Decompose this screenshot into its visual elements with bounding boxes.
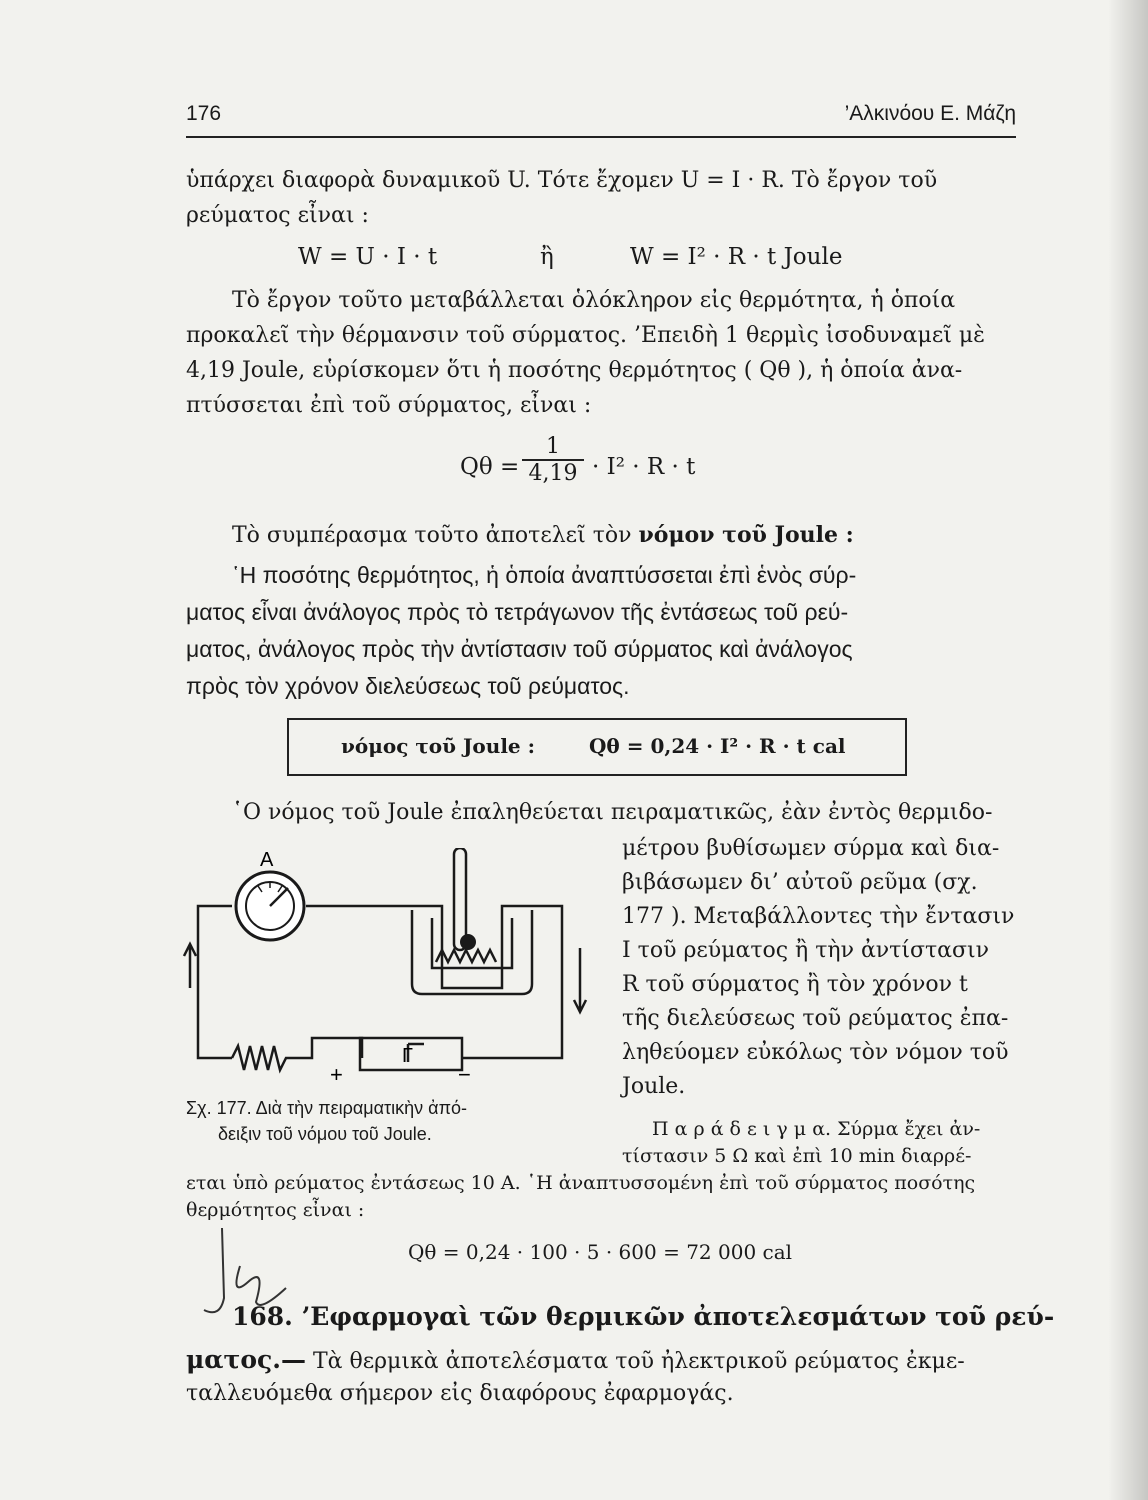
example-line3: εται ὑπὸ ρεύματος ἐντάσεως 10 A. ῾Η ἀναπτυσσομένη ἐπὶ τοῦ σύρματος ποσότης	[186, 1172, 976, 1194]
eq1-left: W = U · I · t	[298, 244, 438, 270]
thermometer	[454, 848, 466, 950]
example-r1: Π α ρ ά δ ε ι γ μ α. Σύρμα ἔχει ἀν-	[652, 1118, 981, 1140]
p2-line4: πτύσσεται ἐπὶ τοῦ σύρματος, εἶναι :	[186, 393, 592, 418]
circuit-right-wire	[306, 906, 562, 1058]
law-line1: ῾Η ποσότης θερμότητος, ἡ ὁποία ἀναπτύσσεται ἐπὶ ἑνὸς σύρ-	[232, 562, 857, 588]
eq2-fraction	[522, 434, 584, 486]
running-author: ’Αλκινόου Ε. Μάζη	[844, 102, 1016, 125]
law-line3: ματος, ἀνάλογος πρὸς τὴν ἀντίστασιν τοῦ σύρματος καὶ ἀνάλογος	[186, 636, 853, 662]
section-168-title: 168. ’Εφαρμογαὶ τῶν θερμικῶν ἀποτελεσμάτων τοῦ ρεύ-	[232, 1302, 1055, 1331]
p2-line2: προκαλεῖ τὴν θέρμανσιν τοῦ σύρματος. ’Επειδὴ 1 θερμὶς ἰσοδυναμεῖ μὲ	[186, 323, 985, 348]
p4-r2: βιβάσωμεν δι’ αὐτοῦ ρεῦμα (σχ.	[622, 870, 978, 895]
current-arrow-up	[184, 944, 196, 988]
p1-line1: ὑπάρχει διαφορὰ δυναμικοῦ U. Τότε ἔχομεν U = I · R. Τὸ ἔργον τοῦ	[186, 168, 938, 193]
calorimeter-outer	[412, 910, 532, 994]
section-168-text1: Τὰ θερμικὰ ἀποτελέσματα τοῦ ἠλεκτρικοῦ ρεύματος ἐκμε-	[305, 1349, 965, 1374]
p4-r6: τῆς διελεύσεως τοῦ ρεύματος ἐπα-	[622, 1006, 1009, 1031]
ammeter-label: A	[260, 849, 274, 871]
current-arrow-down	[574, 948, 586, 1012]
eq1-right: W = I² · R · t Joule	[630, 244, 843, 270]
example-line4: θερμότητος εἶναι :	[186, 1199, 365, 1221]
p2-line1: Τὸ ἔργον τοῦτο μεταβάλλεται ὁλόκληρον εἰς θερμότητα, ἡ ὁποία	[232, 288, 956, 313]
box-formula: Qθ = 0,24 · I² · R · t cal	[589, 734, 846, 758]
law-line2: ματος εἶναι ἀνάλογος πρὸς τὸ τετράγωνον τῆς ἐντάσεως τοῦ ρεύ-	[186, 599, 849, 625]
p4-r5: R τοῦ σύρματος ἢ τὸν χρόνον t	[622, 972, 968, 997]
p3-line	[232, 522, 854, 548]
minus-sign: −	[458, 1062, 471, 1087]
plus-sign: +	[330, 1062, 343, 1087]
p4-r8: Joule.	[622, 1074, 686, 1099]
law-line4: πρὸς τὸν χρόνον διελεύσεως τοῦ ρεύματος.	[186, 673, 630, 699]
eq2-left: Qθ =	[460, 454, 520, 480]
eq3: Qθ = 0,24 · 100 · 5 · 600 = 72 000 cal	[408, 1240, 793, 1264]
p4-line1: ῾Ο νόμος τοῦ Joule ἐπαληθεύεται πειραματικῶς, ἐὰν ἐντὸς θερμιδο-	[232, 800, 993, 825]
p4-r7: ληθεύομεν εὐκόλως τὸν νόμον τοῦ	[622, 1040, 1009, 1065]
eq2-numerator: 1	[546, 434, 560, 459]
box-label: νόμος τοῦ Joule :	[341, 734, 535, 758]
circuit-left-wire	[198, 906, 232, 1058]
page-number: 176	[186, 102, 222, 125]
section-168-title-end: ματος.—	[186, 1345, 306, 1374]
figure-177-circuit	[180, 848, 620, 1088]
heating-coil	[436, 950, 496, 962]
eq2-denominator: 4,19	[522, 459, 584, 486]
section-168-line3: ταλλευόμεθα σήμερον εἰς διαφόρους ἐφαρμογάς.	[186, 1381, 734, 1406]
eq2-right: · I² · R · t	[592, 454, 696, 480]
eq1-mid: ἢ	[540, 244, 554, 270]
law-formula-box	[287, 718, 907, 776]
p1-line2: ρεύματος εἶναι :	[186, 203, 369, 228]
p2-line3: 4,19 Joule, εὑρίσκομεν ὅτι ἡ ποσότης θερμότητος ( Qθ ), ἡ ὁποία ἀνα-	[186, 358, 963, 383]
p4-r3: 177 ). Μεταβάλλοντες τὴν ἔντασιν	[622, 904, 1015, 929]
battery-label: Γ	[402, 1045, 414, 1067]
p3-text: Τὸ συμπέρασμα τοῦτο ἀποτελεῖ τὸν	[232, 523, 632, 548]
page-edge-shadow	[1108, 0, 1148, 1500]
figure-caption-line1: Σχ. 177. Διὰ τὴν πειραματικὴν ἀπό-	[186, 1098, 467, 1118]
page-header	[186, 100, 1016, 138]
p3-bold: νόμον τοῦ Joule :	[638, 522, 854, 548]
figure-caption-line2: δειξιν τοῦ νόμου τοῦ Joule.	[218, 1124, 432, 1144]
example-r2: τίστασιν 5 Ω καὶ ἐπὶ 10 min διαρρέ-	[622, 1145, 972, 1167]
thermometer-bulb	[460, 934, 476, 950]
p4-r4: I τοῦ ρεύματος ἢ τὴν ἀντίστασιν	[622, 938, 990, 963]
p4-r1: μέτρου βυθίσωμεν σύρμα καὶ δια-	[622, 836, 1000, 861]
section-168-line2	[186, 1345, 965, 1374]
